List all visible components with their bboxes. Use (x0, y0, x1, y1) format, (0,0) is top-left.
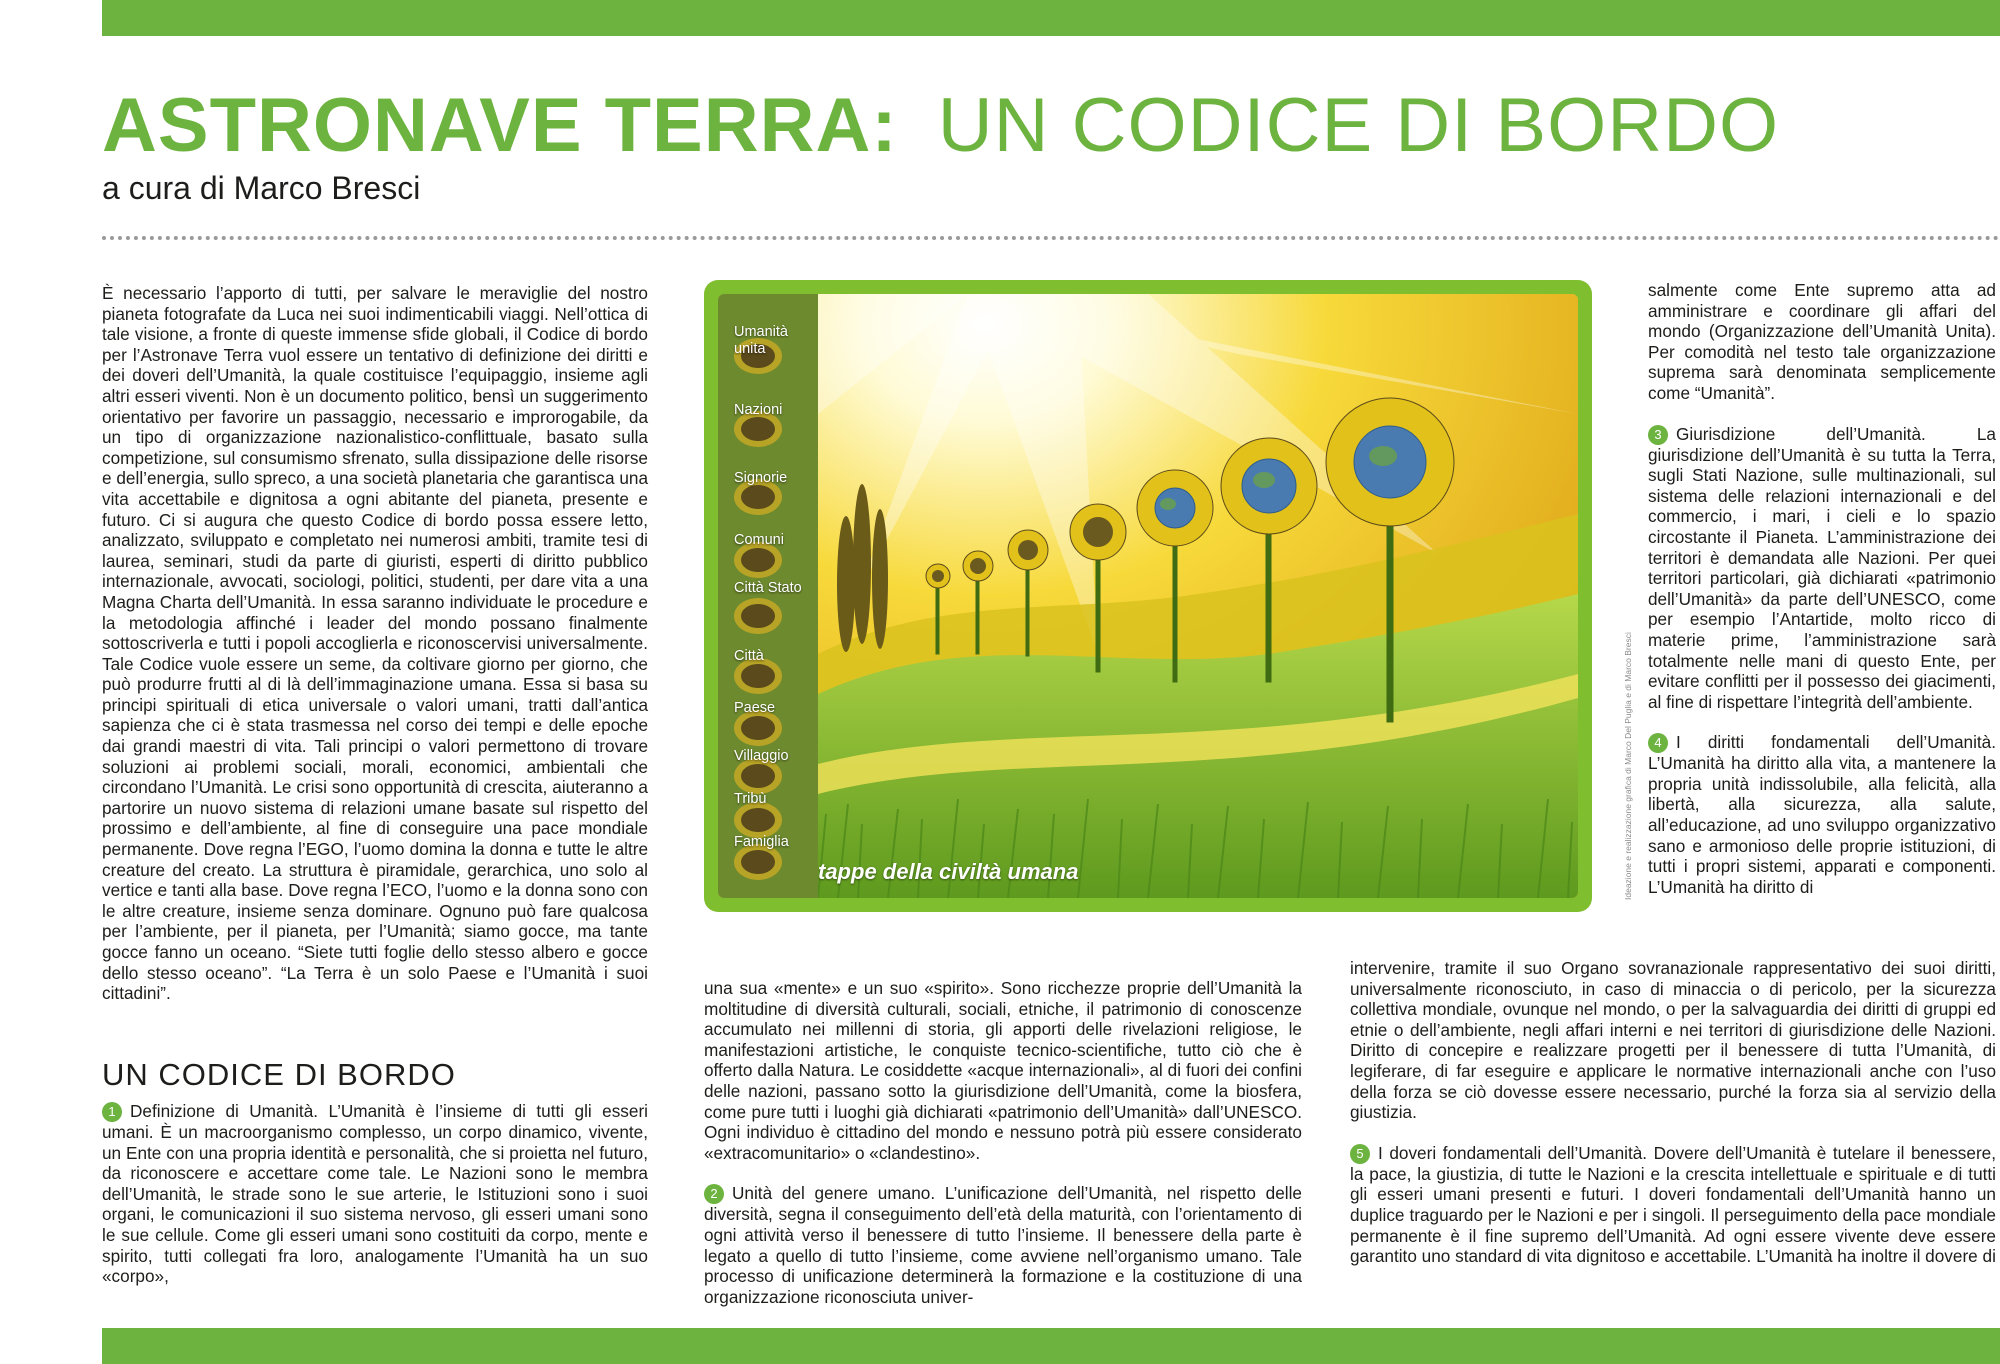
figure-credit: Ideazione e realizzazione grafica di Marco Del Puglia e di Marco Bresci (1623, 632, 1633, 900)
figure-caption: tappe della civiltà umana (818, 859, 1079, 884)
article-number-badge: 2 (704, 1184, 724, 1204)
author-line: a cura di Marco Bresci (102, 170, 421, 206)
intro-column (102, 283, 648, 1004)
stage-label: Umanità unita (734, 324, 788, 357)
article-5-text: I doveri fondamentali dell’Umanità. Dovere dell’Umanità è tutelare il benessere, la pace, la giustizia, di tutte le Nazioni e la crescita intellettuale e spirituale e di tutti gli esseri umani presenti e futuri. I doveri fondamentali dell’Umanità hanno un duplice traguardo per le Nazioni e per i singoli. Il perseguimento della pace mondiale permanente è il fine supremo dell’Umanità. Ad ogni essere vivente deve essere garantito uno standard di vita dignitoso e accettabile. L’Umanità ha inoltre il dovere di (1350, 1142, 1996, 1267)
stage-label: Paese (734, 700, 776, 716)
stage-label: Nazioni (734, 402, 783, 418)
lower-right-column (1350, 958, 1996, 1267)
article-1-continued-text: una sua «mente» e un suo «spirito». Sono ricchezze proprie dell’Umanità la moltitudine di diversità culturali, sociali, etniche, il patrimonio di conoscenze accumulato nei millenni di storia, gli apporti delle rivelazioni religiose, le manifestazioni artistiche, le conquiste tecnico-scientifiche, tutto ciò che è offerto dalla Natura. Le cosiddette «acque internazionali», al di fuori dei confini delle nazioni, passano sotto la giurisdizione dell’Umanità, come la biosfera, come pure tutti i luoghi già dichiarati «patrimonio dell’Umanità» dall’UNESCO. Ogni individuo è cittadino del mondo e nessuno potrà più essere considerato «extracomunitario» o «clandestino». (704, 978, 1302, 1163)
top-green-bar (102, 0, 2000, 36)
article-number-badge: 4 (1648, 733, 1668, 753)
right-column (1648, 280, 1996, 897)
article-2-continued-text: salmente come Ente supremo atta ad amministrare e coordinare gli affari del mondo (Organizzazione dell’Umanità Unita). Per comodità nel testo tale organizzazione suprema sarà denominata semplicemente come “Umanità”. (1648, 280, 1996, 403)
stages-sidebar (718, 294, 818, 898)
article-number-badge: 3 (1648, 425, 1668, 445)
title-light: UN CODICE DI BORDO (937, 83, 1780, 168)
bottom-green-bar (102, 1328, 2000, 1364)
article-2-text: Unità del genere umano. L’unificazione dell’Umanità, nel rispetto delle diversità, segna il conseguimento dell’età della maturità, con l’orientamento di ogni attività verso il benessere di tutto l’insieme. Il benessere della parte è legato a quello di tutto l’insieme, come avviene nell’organismo umano. Tale processo di unificazione determinerà la formazione e la costituzione di una organizzazione riconosciuta univer- (704, 1183, 1302, 1307)
article-number-badge: 5 (1350, 1144, 1370, 1164)
sunflower-icon (728, 594, 788, 638)
stage-label: Famiglia (734, 834, 789, 850)
stage-label: Signorie (734, 470, 788, 486)
article-4-text: I diritti fondamentali dell’Umanità. L’Umanità ha diritto alla vita, a mantenere la propria unità indissolubile, alla felicità, alla libertà, alla sicurezza, alla salute, all’educazione, ad uno sviluppo organizzativo sano e armonioso delle proprie istituzioni, di tutti i propri sistemi, apparati e componenti. L’Umanità ha diritto di (1648, 732, 1996, 897)
sunflower-scene (818, 294, 1578, 898)
stage-label: Villaggio (734, 748, 789, 764)
article-1 (102, 1101, 648, 1287)
article-1-continued (704, 978, 1302, 1307)
article-1-text: Definizione di Umanità. L’Umanità è l’insieme di tutti gli esseri umani. È un macroorganismo complesso, un corpo dinamico, vivente, un Ente con una propria identità e personalità, che si proietta nel futuro, da riconoscere e accettare come tale. Le Nazioni sono le membra dell’Umanità, le strade sono le sue arterie, le Istituzioni sono i suoi organi, le comunicazioni il suo sistema nervoso, gli esseri umani sono le sue cellule. Come gli esseri umani sono costituiti da corpo, mente e spirito, tutti collegati fra loro, analogamente l’Umanità ha un suo «corpo», (102, 1101, 648, 1287)
intro-paragraph: È necessario l’apporto di tutti, per salvare le meraviglie del nostro pianeta fotografate da Luca nei suoi indimenticabili viaggi. Nell’ottica di tale visione, a fronte di queste immense sfide globali, il Codice di bordo per l’Astronave Terra vuol essere un tentativo di definizione dei diritti e dei doveri dell’Umanità, la quale costituisce l’equipaggio, insieme agli altri esseri viventi. Non è un documento politico, bensì un suggerimento orientativo per favorire un passaggio, necessario e improrogabile, da un tipo di organizzazione nazionalistico-conflittuale, basato sulla competizione, sul consumismo sfrenato, sulla dissipazione delle risorse e dell’energia, sullo spreco, a una società planetaria che garantisca una vita accettabile e dignitosa a ogni abitante del pianeta, presente e futuro. Ci si augura che questo Codice di bordo possa essere letto, analizzato, sviluppato e completato nei numerosi ambiti, tramite tesi di laurea, seminari, studi da parte di giuristi, esperti di diritto pubblico internazionale, avvocati, sociologi, politici, studenti, per dare vita a una Magna Charta dell’Umanità. In essa saranno individuate le procedure e la metodologia affinché i leader del mondo possano finalmente sottoscriverla e tutti i popoli accoglierla e riconoscervisi universalmente. Tale Codice vuole essere un seme, da coltivare giorno per giorno, che può produrre frutti al di là dell’immaginazione umana. Essa si basa su principi spirituali di etica universale o valori umani, tratti dall’antica sapienza che ci è stata trasmessa nel corso dei tempi e delle epoche dai grandi maestri di vita. Tali principi o valori permettono di trovare soluzioni ai problemi sociali, morali, economici, ambientali che circondano l’Umanità. Le crisi sono opportunità di crescita, aiuteranno a partorire un nuovo sistema di relazioni umane basate sul rispetto del prossimo e dell’ambiente, al fine di conseguire una pace mondiale permanente. Dove regna l’EGO, l’uomo domina la donna e tutte le altre creature del creato. La struttura è piramidale, gerarchica, uno solo al vertice e tanti alla base. Dove regna l’ECO, l’uomo e la donna sono con le altre creature, insieme senza dominare. Ognuno può fare qualcosa per l’ambiente, per il pianeta, per l’Umanità; siamo gocce, ma tante gocce fanno un oceano. “Siete tutti foglie dello stesso albero e gocce dello stesso oceano”. “La Terra è un solo Paese e l’Umanità i suoi cittadini”. (102, 283, 648, 1004)
title-bold: ASTRONAVE TERRA: (102, 83, 898, 168)
section-title: UN CODICE DI BORDO (102, 1057, 456, 1092)
article-4-continued-text: intervenire, tramite il suo Organo sovranazionale rappresentativo dei suoi diritti, universalmente riconosciuto, in caso di minaccia o di pericolo, per la sicurezza collettiva mondiale, ovunque nel mondo, o per la salvaguardia dei diritti di gruppi ed etnie o dell’ambiente, negli affari interni e nei territori di giurisdizione delle Nazioni. Diritto di concepire e realizzare progetti per il benessere di tutta l’Umanità, di legiferare, di far eseguire e applicare le normative internazionali anche con l’uso della forza se ciò dovesse essere necessario, purché la forza sia al servizio della giustizia. (1350, 958, 1996, 1123)
stage-label: Tribù (734, 791, 767, 807)
sunflower-illustration (704, 280, 1592, 912)
stage-label: Città Stato (734, 580, 802, 596)
article-number-badge: 1 (102, 1102, 122, 1122)
article-3-text: Giurisdizione dell’Umanità. La giurisdizione dell’Umanità è su tutta la Terra, sugli Stati Nazione, sulle multinazionali, sul sistema delle relazioni internazionali e del commercio, i mari, i cieli e lo spazio circostante il Pianeta. L’amministrazione dei territori è demandata alle Nazioni. Per quei territori particolari, già dichiarati «patrimonio dell’Umanità» da parte dell’UNESCO, come per esempio l’Antartide, molto ricco di materie prime, l’amministrazione sarà totalmente nelle mani di questo Ente, per evitare conflitti per il possesso dei giacimenti, al fine di rispettare l’integrità dell’ambiente. (1648, 423, 1996, 712)
page-title (102, 80, 1779, 172)
stage-label: Comuni (734, 532, 784, 548)
dotted-divider (102, 236, 2000, 240)
stage-label: Città (734, 648, 764, 664)
